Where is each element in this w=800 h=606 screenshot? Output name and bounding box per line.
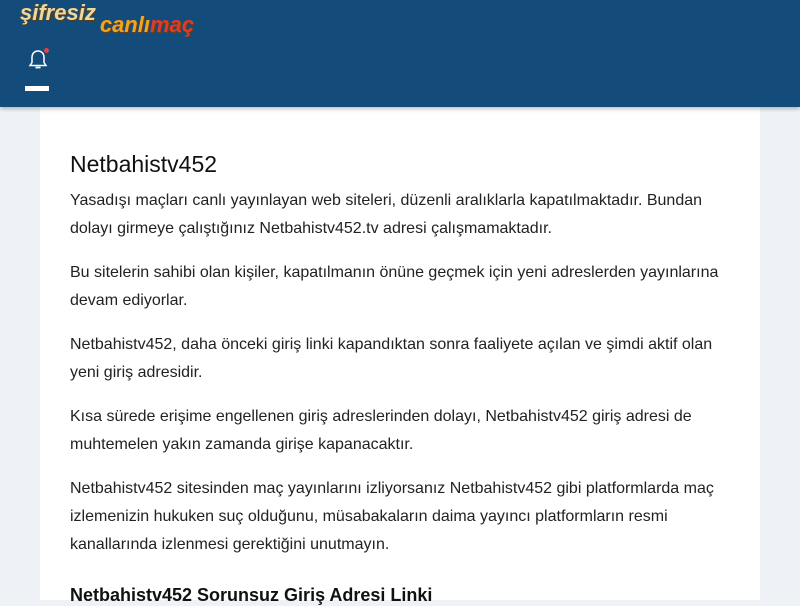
- article-paragraph: Yasadışı maçları canlı yayınlayan web siteleri, düzenli aralıklarla kapatılmaktadır. Bundan dolayı girmeye çalıştığınız Netbahistv452.tv adresi çalışmamaktadır.: [70, 192, 703, 237]
- article-subtitle: Netbahistv452 Sorunsuz Giriş Adresi Linki: [70, 585, 433, 605]
- site-header: [0, 0, 800, 107]
- article: [40, 107, 760, 605]
- article-paragraph: Kısa sürede erişime engellenen giriş adreslerinden dolayı, Netbahistv452 giriş adresi de muhtemelen yakın zamanda girişe kapanacaktır.: [70, 408, 692, 453]
- site-logo[interactable]: [20, 0, 194, 42]
- article-paragraph: Netbahistv452 sitesinden maç yayınlarını izliyorsanız Netbahistv452 gibi platformlarda maç izlemenizin hukuken suç olduğunu, müsabakaların daima yayıncı platformların resmi kanallarında izlenmesi gerektiğini unutmayın.: [70, 480, 714, 553]
- logo-text-mac: maç: [149, 12, 195, 37]
- article-paragraph: Netbahistv452, daha önceki giriş linki kapandıktan sonra faaliyete açılan ve şimdi aktif olan yeni giriş adresidir.: [70, 336, 713, 381]
- logo-text-canli: canlı: [99, 12, 150, 37]
- notification-dot: [44, 48, 49, 53]
- menu-icon[interactable]: [25, 86, 49, 91]
- article-paragraph: Bu sitelerin sahibi olan kişiler, kapatılmanın önüne geçmek için yeni adreslerden yayınlarına devam ediyorlar.: [70, 264, 719, 309]
- article-title: Netbahistv452: [70, 151, 218, 177]
- logo-text-sifresiz: şifresiz: [20, 0, 96, 25]
- logo-text-canlimac: [100, 12, 194, 38]
